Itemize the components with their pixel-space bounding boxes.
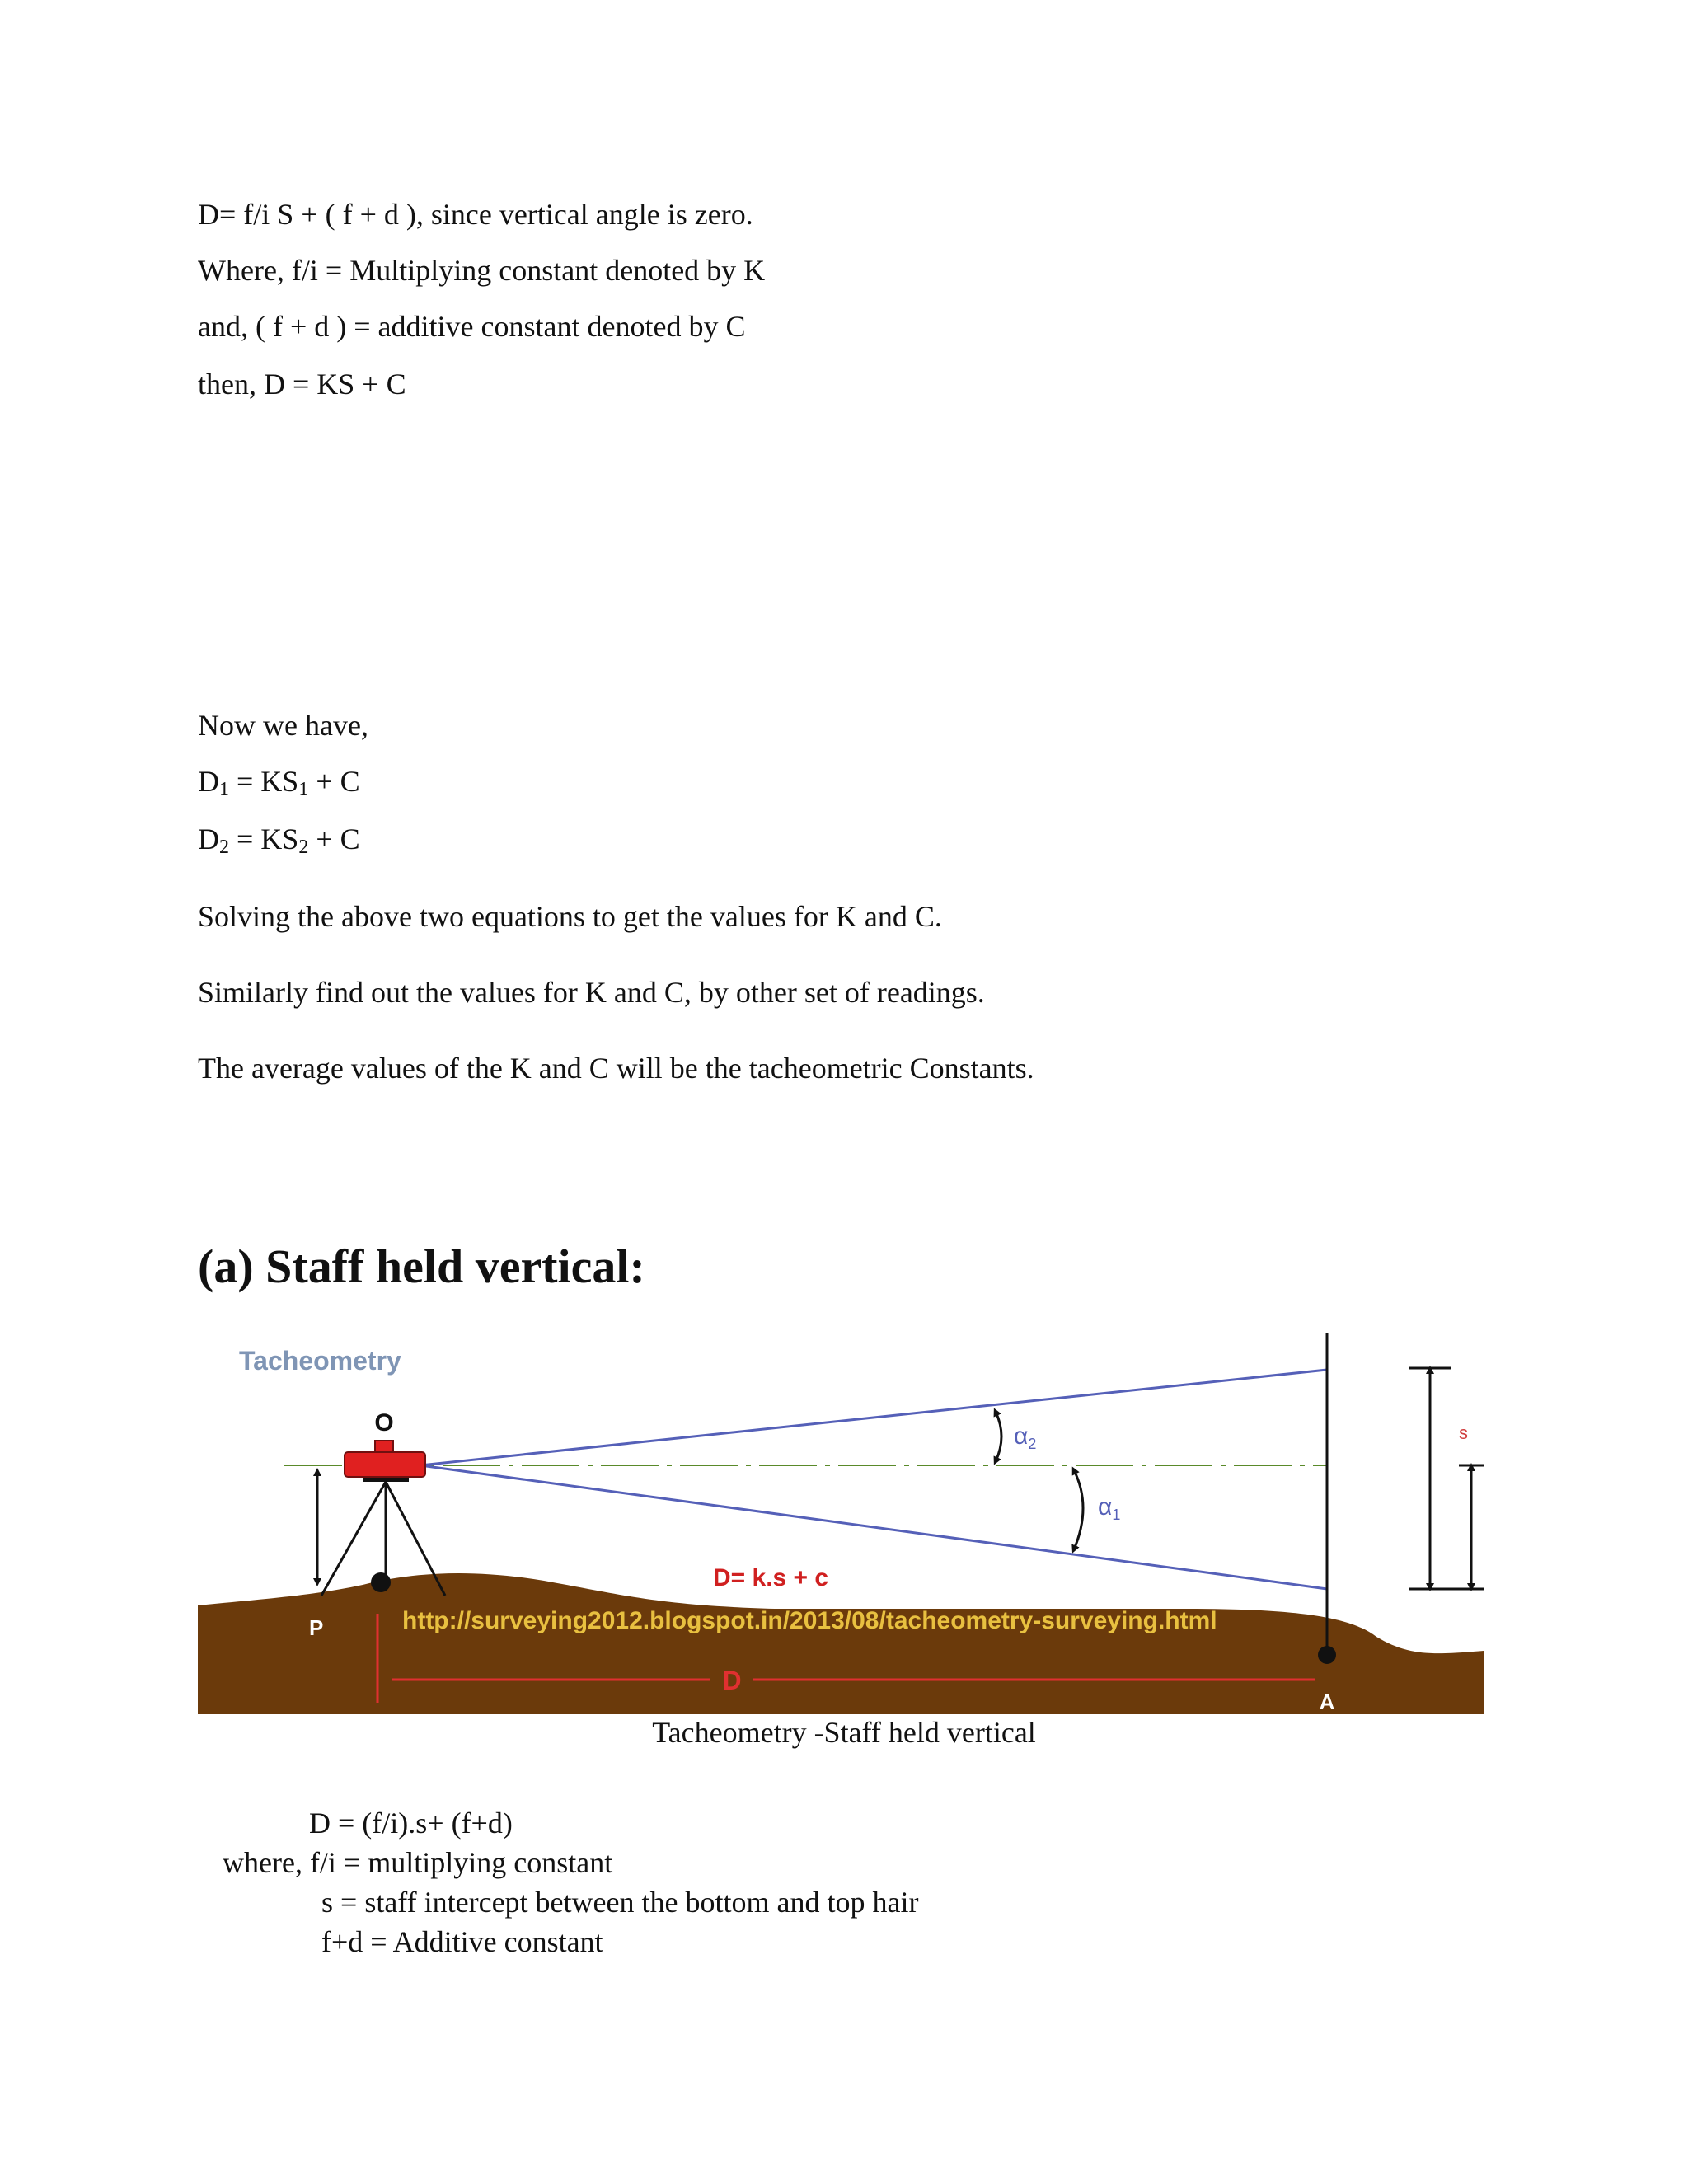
text-line-2: Where, f/i = Multiplying constant denoted by K bbox=[198, 254, 766, 287]
upper-sight-line bbox=[420, 1370, 1327, 1465]
section-heading: (a) Staff held vertical: bbox=[198, 1240, 645, 1293]
label-p: P bbox=[309, 1615, 324, 1640]
figure-caption: Tacheometry -Staff held vertical bbox=[652, 1716, 1036, 1749]
formula-line-3: s = staff intercept between the bottom and top hair bbox=[321, 1886, 919, 1919]
station-a-point bbox=[1318, 1646, 1336, 1664]
label-a: A bbox=[1319, 1690, 1335, 1714]
label-alpha1: $\alpha_1$ bbox=[1098, 1493, 1121, 1523]
label-alpha2: $\alpha_2$ bbox=[1014, 1422, 1037, 1452]
text-line-6: Solving the above two equations to get the values for K and C. bbox=[198, 900, 942, 933]
text-line-8: The average values of the K and C will be the tacheometric Constants. bbox=[198, 1052, 1034, 1085]
equation-1: $D_1 = KS_1 + C$ bbox=[198, 765, 360, 800]
text-line-4: then, D = KS + C bbox=[198, 368, 406, 401]
text-line-1: D= f/i S + ( f + d ), since vertical angle is zero. bbox=[198, 198, 753, 231]
label-s: s bbox=[1459, 1422, 1468, 1443]
figure-url: http://surveying2012.blogspot.in/2013/08/tacheometry-surveying.html bbox=[402, 1607, 1217, 1634]
formula-line-4: f+d = Additive constant bbox=[321, 1925, 603, 1958]
angle-alpha1-arc bbox=[1074, 1470, 1083, 1549]
text-line-7: Similarly find out the values for K and C, by other set of readings. bbox=[198, 976, 985, 1009]
figure-formula: D= k.s + c bbox=[713, 1564, 829, 1591]
label-d: D bbox=[722, 1666, 742, 1695]
label-o: O bbox=[374, 1409, 394, 1436]
figure-title: Tacheometry bbox=[239, 1346, 401, 1376]
lower-sight-line bbox=[420, 1465, 1327, 1589]
equation-2: $D_2 = KS_2 + C$ bbox=[198, 823, 360, 858]
formula-line-1: D = (f/i).s+ (f+d) bbox=[309, 1807, 513, 1840]
ground bbox=[198, 1573, 1484, 1714]
instrument-top bbox=[375, 1441, 393, 1452]
station-p-point bbox=[371, 1572, 391, 1592]
text-line-3: and, ( f + d ) = additive constant denoted by C bbox=[198, 310, 746, 343]
tacheometry-figure bbox=[198, 1333, 1484, 1714]
text-line-5: Now we have, bbox=[198, 709, 368, 742]
formula-line-2: where, f/i = multiplying constant bbox=[223, 1846, 613, 1879]
instrument-telescope bbox=[345, 1452, 425, 1477]
angle-alpha2-arc bbox=[996, 1412, 1001, 1461]
